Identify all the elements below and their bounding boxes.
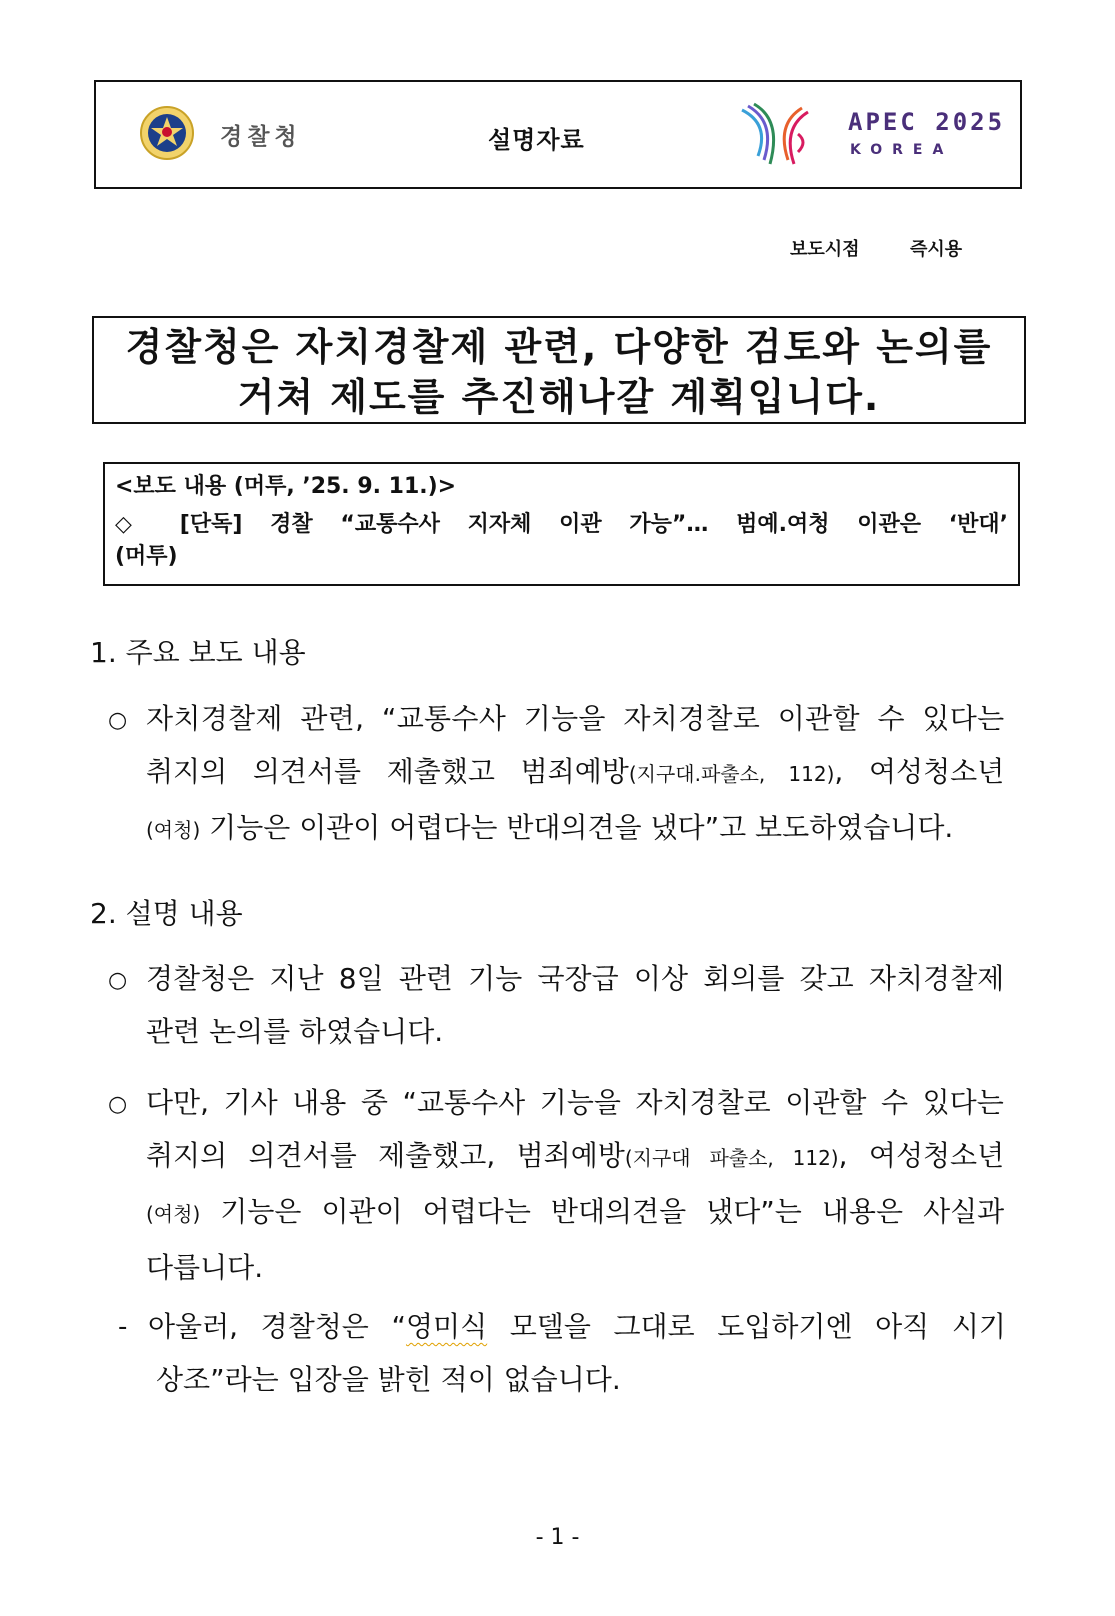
text-line: 경찰청은 지난 8일 관련 기능 국장급 이상 회의를 갖고 자치경찰제 (146, 962, 1005, 995)
text-segment: 기능은 이관이 어렵다는 반대의견을 냈다”는 내용은 사실과 (200, 1195, 1005, 1228)
title-box (92, 316, 1026, 424)
report-source: (머투) (115, 544, 178, 569)
section-2-paragraph-1 (146, 952, 1004, 1058)
text-line: 다만, 기사 내용 중 “교통수사 기능을 자치경찰로 이관할 수 있다는 (146, 1086, 1004, 1119)
dash-marker: - (118, 1312, 128, 1342)
bullet-marker: ○ (108, 1092, 128, 1117)
text-segment: , 여성청소년 (838, 1139, 1005, 1172)
text-line: 상조”라는 입장을 밝힌 적이 없습니다. (156, 1363, 621, 1396)
text-line: 자치경찰제 관련, “교통수사 기능을 자치경찰로 이관할 수 있다는 (146, 702, 1005, 735)
text-segment: , 여성청소년 (834, 755, 1005, 788)
section-2-heading: 2. 설명 내용 (90, 897, 243, 930)
text-segment: 모델을 그대로 도입하기엔 아직 시기 (487, 1310, 1006, 1343)
text-line: 다릅니다. (146, 1251, 264, 1284)
spellcheck-underlined-word: 영미식 (405, 1310, 488, 1343)
report-summary-box (103, 462, 1020, 586)
section-2-paragraph-2 (146, 1076, 1004, 1294)
apec-title: APEC 2025 (848, 108, 1006, 136)
bullet-marker: ○ (108, 708, 128, 733)
title-line-1: 경찰청은 자치경찰제 관련, 다양한 검토와 논의를 (125, 325, 993, 369)
text-segment: (여청) (146, 818, 201, 842)
section-1-paragraph (146, 692, 1004, 857)
release-label: 보도시점 (790, 239, 860, 260)
document-type: 설명자료 (488, 126, 585, 154)
text-segment: (지구대 파출소, 112) (624, 1146, 839, 1170)
title-line-2: 거쳐 제도를 추진해나갈 계획입니다. (237, 375, 881, 419)
text-segment: 아울러, 경찰청은 “ (148, 1310, 406, 1343)
section-1-heading: 1. 주요 보도 내용 (90, 636, 306, 669)
text-segment: 취지의 의견서를 제출했고 범죄예방 (146, 755, 629, 788)
text-segment: (지구대.파출소, 112) (628, 762, 835, 786)
bullet-marker: ○ (108, 968, 128, 993)
section-2-paragraph-3 (148, 1300, 1006, 1406)
page-number: - 1 - (535, 1525, 580, 1550)
text-line: 관련 논의를 하였습니다. (146, 1015, 444, 1048)
header-box (94, 80, 1022, 189)
report-header: <보도 내용 (머투, ’25. 9. 11.)> (115, 474, 457, 499)
org-name: 경찰청 (220, 124, 302, 150)
text-segment: 기능은 이관이 어렵다는 반대의견을 냈다”고 보도하였습니다. (200, 811, 954, 844)
report-headline: ◇ [단독] 경찰 “교통수사 지자체 이관 가능”… 범예.여청 이관은 ‘반대’ (115, 512, 1008, 537)
police-emblem-icon (140, 106, 194, 160)
release-value: 즉시용 (910, 239, 963, 260)
apec-subtitle: KOREA (850, 142, 954, 158)
apec-logo-icon (736, 94, 818, 176)
text-segment: 취지의 의견서를 제출했고, 범죄예방 (146, 1139, 625, 1172)
text-segment: (여청) (146, 1202, 201, 1226)
